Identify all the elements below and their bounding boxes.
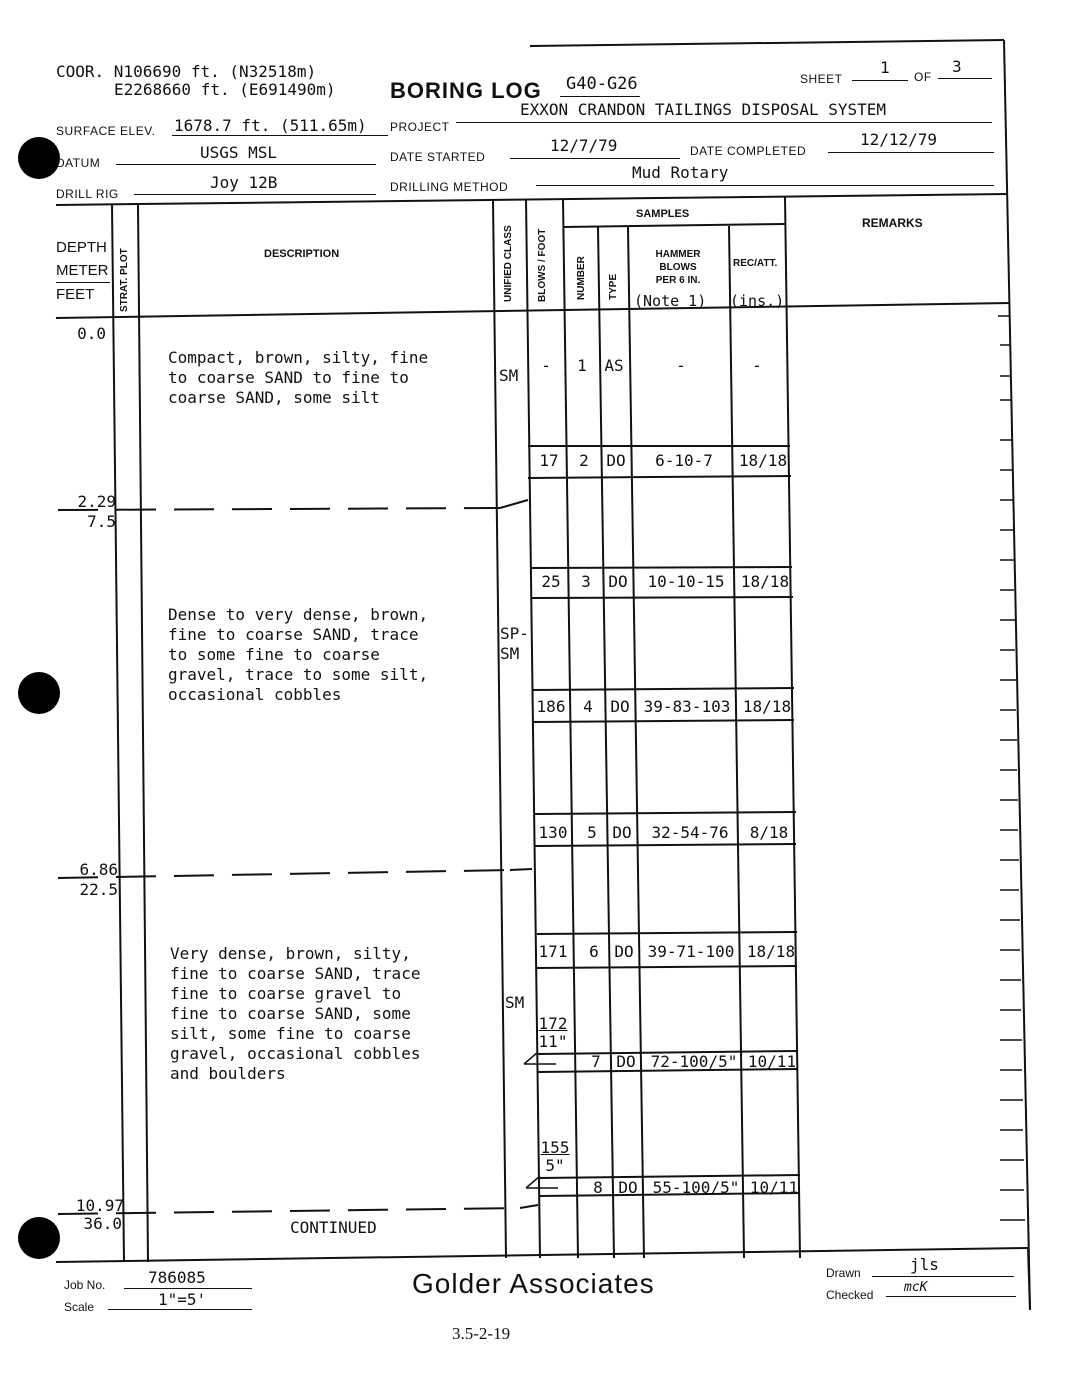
hammer-header-line-1: HAMMER <box>655 249 701 260</box>
page-title: BORING LOG <box>390 78 542 103</box>
layer-description-1: Compact, brown, silty, fine to coarse SAND to fine to coarse SAND, some silt <box>168 348 429 407</box>
company-name: Golder Associates <box>412 1268 655 1299</box>
sample-7-rec: 10/11 <box>747 1052 797 1071</box>
sample-2-type: DO <box>606 451 626 470</box>
drawn-value: jls <box>910 1255 939 1274</box>
sample-4-type: DO <box>610 697 630 716</box>
sample-6-hammer: 39-71-100 <box>647 942 735 961</box>
sample-8-hammer: 55-100/5" <box>652 1178 740 1197</box>
sample-2-rec: 18/18 <box>738 451 788 470</box>
surface-elev-label: SURFACE ELEV. <box>56 124 156 138</box>
sample-6-blows: 171 <box>538 942 568 961</box>
sample-1-rec: - <box>752 356 762 375</box>
sample-6-rec: 18/18 <box>746 942 796 961</box>
drill-rig-value: Joy 12B <box>210 173 278 192</box>
depth-feet-3: 36.0 <box>83 1214 122 1233</box>
date-completed-value: 12/12/79 <box>860 130 938 149</box>
sample-1-type: AS <box>604 356 624 375</box>
depth-feet-0: 0.0 <box>77 324 106 343</box>
layer-class-1: SM <box>499 366 519 385</box>
sample-type-header: TYPE <box>608 273 619 300</box>
sample-5-hammer: 32-54-76 <box>651 823 729 842</box>
depth-header-depth: DEPTH <box>56 239 107 256</box>
boring-id-underline <box>560 96 640 97</box>
surface-elev-underline <box>172 135 388 136</box>
scale-underline <box>108 1309 252 1310</box>
sample-4-blows: 186 <box>536 697 566 716</box>
sample-5-rec: 8/18 <box>749 823 789 842</box>
sample-number-header: NUMBER <box>576 256 587 300</box>
rec-att-header: REC/ATT. <box>733 258 778 269</box>
scale-value: 1"=5' <box>158 1290 207 1309</box>
depth-meter-3: 10.97 <box>75 1196 124 1215</box>
hammer-header-line-3: PER 6 IN. <box>655 275 701 286</box>
job-number-label: Job No. <box>64 1278 106 1292</box>
date-started-label: DATE STARTED <box>390 150 486 164</box>
continued-label: CONTINUED <box>290 1218 377 1237</box>
date-started-value: 12/7/79 <box>550 136 618 155</box>
drill-rig-underline <box>134 194 376 195</box>
sample-7-type: DO <box>616 1052 636 1071</box>
drilling-method-value: Mud Rotary <box>632 163 729 182</box>
depth-header-feet: FEET <box>56 286 95 303</box>
drilling-method-label: DRILLING METHOD <box>390 180 509 194</box>
sample-1-hammer: - <box>676 356 686 375</box>
sample-6-number: 6 <box>589 942 599 961</box>
rec-units: (ins.) <box>730 292 785 310</box>
project-underline <box>456 122 992 123</box>
date-completed-label: DATE COMPLETED <box>690 144 807 158</box>
depth-feet-2: 22.5 <box>79 880 118 899</box>
sample-4-number: 4 <box>583 697 593 716</box>
date-started-underline <box>510 158 680 159</box>
checked-underline <box>886 1296 1016 1297</box>
strat-plot-header: STRAT. PLOT <box>119 248 130 312</box>
description-header: DESCRIPTION <box>264 248 340 260</box>
sample-8-number: 8 <box>593 1178 603 1197</box>
page-number: 3.5-2-19 <box>452 1324 511 1343</box>
depth-header-meter: METER <box>56 259 110 283</box>
drilling-method-underline <box>536 185 994 186</box>
checked-label: Checked <box>826 1288 874 1302</box>
sample-8-type: DO <box>618 1178 638 1197</box>
depth-meter-1: 2.29 <box>77 492 116 511</box>
sample-8-blows: 155 <box>540 1138 570 1157</box>
sheet-number-underline <box>852 80 908 81</box>
project-value: EXXON CRANDON TAILINGS DISPOSAL SYSTEM <box>520 100 887 119</box>
sample-1-number: 1 <box>577 356 587 375</box>
blows-foot-header: BLOWS / FOOT <box>537 228 548 302</box>
sheet-label: SHEET <box>800 72 843 86</box>
samples-header: SAMPLES <box>636 208 690 220</box>
sample-3-rec: 18/18 <box>740 572 790 591</box>
sample-4-hammer: 39-83-103 <box>643 697 731 716</box>
coordinates-line-2: E2268660 ft. (E691490m) <box>114 80 336 99</box>
sample-7-blows-sub: 11" <box>538 1032 568 1051</box>
datum-value: USGS MSL <box>200 143 278 162</box>
layer-description-2: Dense to very dense, brown, fine to coarse SAND, trace to some fine to coarse gravel, trace to some silt, occasional cobbles <box>168 605 429 704</box>
hammer-note: (Note 1) <box>634 292 707 310</box>
drawn-underline <box>872 1276 1014 1277</box>
sheet-number: 1 <box>880 58 890 77</box>
sample-5-type: DO <box>612 823 632 842</box>
sheet-of-label: OF <box>914 70 932 84</box>
coordinates-line-1: COOR. N106690 ft. (N32518m) <box>56 62 317 81</box>
layer-description-3: Very dense, brown, silty, fine to coarse SAND, trace fine to coarse gravel to fine to coarse SAND, some silt, some fine to coarse gravel, occasional cobbles and boulders <box>170 944 421 1083</box>
sheet-total-underline <box>938 78 992 79</box>
checked-value: mcK <box>904 1280 928 1295</box>
layer-class-2: SP- SM <box>500 624 529 663</box>
sample-6-type: DO <box>614 942 634 961</box>
depth-feet-1: 7.5 <box>87 512 116 531</box>
remarks-header: REMARKS <box>862 216 923 230</box>
sample-3-type: DO <box>608 572 628 591</box>
layer-class-3: SM <box>505 993 525 1012</box>
depth-meter-2: 6.86 <box>79 860 118 879</box>
boring-id: G40-G26 <box>566 74 638 94</box>
sample-7-hammer: 72-100/5" <box>650 1052 738 1071</box>
sample-1-blows: - <box>541 356 551 375</box>
sheet-total: 3 <box>952 57 962 76</box>
depth-header <box>56 236 110 306</box>
sample-2-hammer: 6-10-7 <box>655 451 713 470</box>
datum-label: DATUM <box>56 156 101 170</box>
hammer-blows-header <box>640 248 716 287</box>
sample-8-rec: 10/11 <box>749 1178 799 1197</box>
unified-class-header: UNIFIED CLASS <box>503 225 514 302</box>
sample-7-blows: 172 <box>538 1014 568 1033</box>
hammer-header-line-2: BLOWS <box>659 262 697 273</box>
job-number-underline <box>124 1288 252 1289</box>
sample-4-rec: 18/18 <box>742 697 792 716</box>
sample-2-blows: 17 <box>539 451 559 470</box>
sample-5-blows: 130 <box>538 823 568 842</box>
sample-8-blows-sub: 5" <box>545 1156 565 1175</box>
job-number-value: 786085 <box>148 1268 206 1287</box>
sample-2-number: 2 <box>579 451 589 470</box>
sample-3-hammer: 10-10-15 <box>647 572 725 591</box>
surface-elev-value: 1678.7 ft. (511.65m) <box>174 116 367 135</box>
drawn-label: Drawn <box>826 1266 861 1280</box>
datum-underline <box>116 164 376 165</box>
sample-7-number: 7 <box>591 1052 601 1071</box>
scale-label: Scale <box>64 1300 95 1314</box>
sample-5-number: 5 <box>587 823 597 842</box>
drill-rig-label: DRILL RIG <box>56 187 119 201</box>
sample-3-number: 3 <box>581 572 591 591</box>
project-label: PROJECT <box>390 120 450 134</box>
sample-3-blows: 25 <box>541 572 561 591</box>
date-completed-underline <box>828 152 994 153</box>
